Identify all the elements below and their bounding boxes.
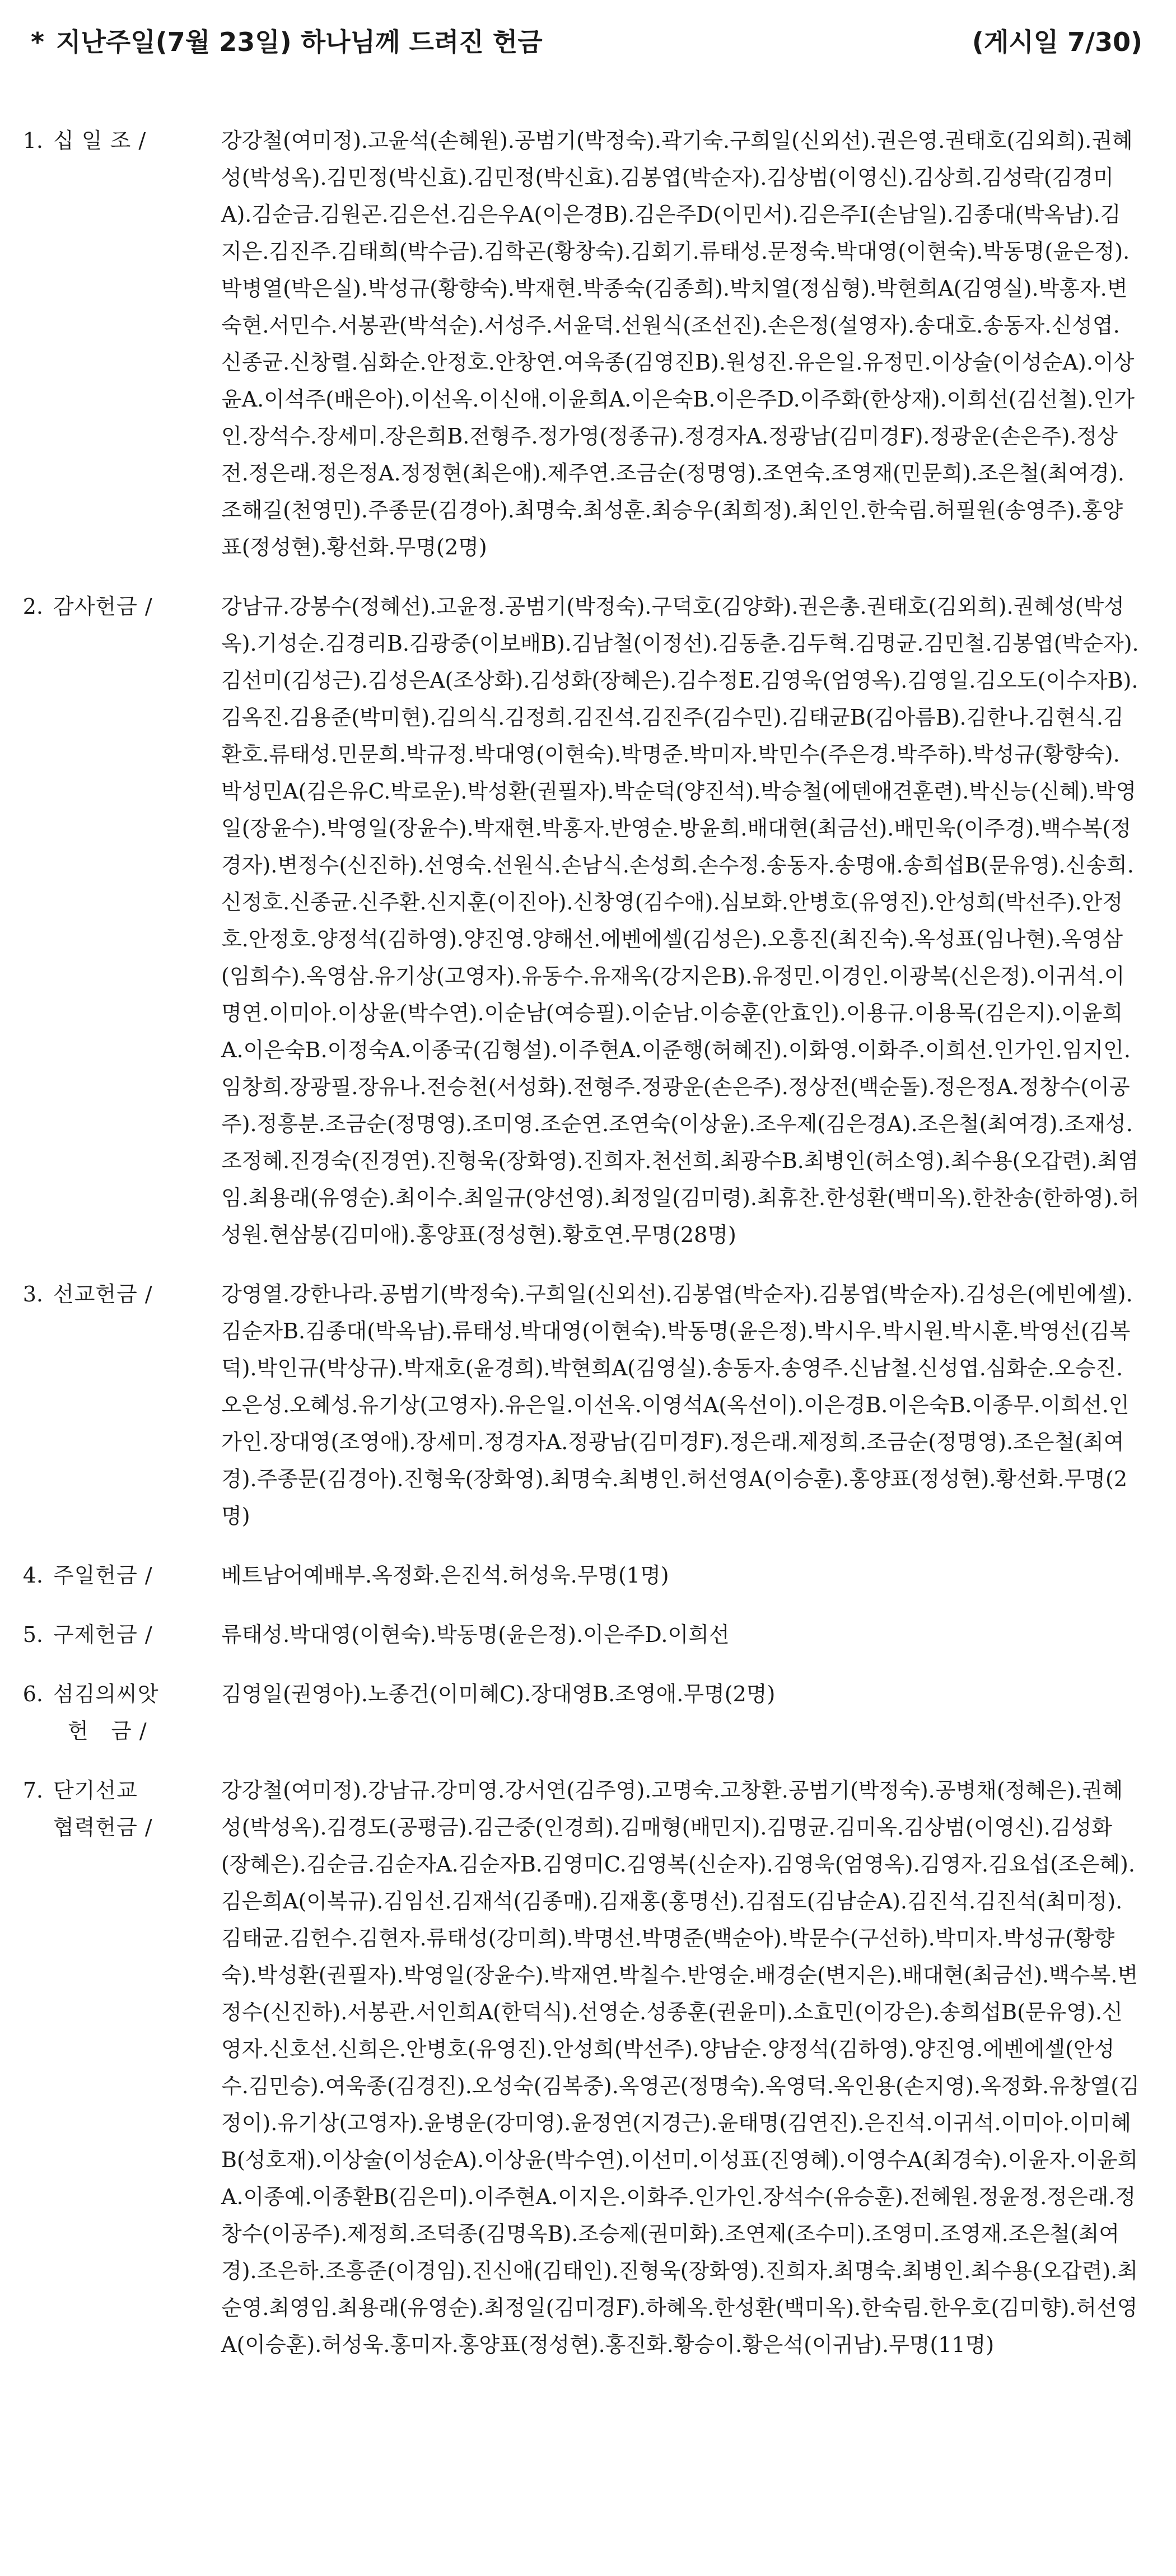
item-label: 주일헌금 / (53, 1563, 153, 1588)
item-label: 구제헌금 / (53, 1622, 153, 1647)
item-number: 3. (22, 1282, 43, 1306)
item-number: 5. (22, 1622, 43, 1647)
item-number: 4. (22, 1563, 43, 1588)
item-number: 1. (22, 128, 43, 153)
item-label: 섬김의씨앗 헌 금 / (53, 1682, 159, 1743)
notice-header (0, 17, 1176, 67)
donor-names: 김영일(권영아).노종건(이미혜C).장대영B.조영애.무명(2명) (221, 1682, 776, 1706)
offering-item-mission (0, 1276, 1176, 1534)
donor-names: 류태성.박대영(이현숙).박동명(윤은정).이은주D.이희선 (221, 1622, 730, 1647)
asterisk-mark: * (31, 27, 45, 57)
item-number: 2. (22, 594, 43, 619)
offering-list (0, 122, 1176, 2386)
posted-date: (게시일 7/30) (972, 27, 1142, 57)
donor-names: 강남규.강봉수(정혜선).고윤정.공범기(박정숙).구덕호(김양화).권은총.권태호(김외희).권혜성(박성옥).기성순.김경리B.김광중(이보배B).김남철(이정선).김동춘.김두혁.김명균.김민철.김봉엽(박순자).김선미(김성근).김성은A(조상화).김성화(장혜은).김수정E.김영욱(엄영옥).김영일.김오도(이수자B).김옥진.김용준(박미현).김의식.김정희.김진석.김진주(김수민).김태균B(김아름B).김한나.김현식.김환호.류태성.민문희.박규정.박대영(이현숙).박명준.박미자.박민수(주은경.박주하).박성규(황향숙).박성민A(김은유C.박로운).박성환(권필자).박순덕(양진석).박승철(에덴애견훈련).박신능(신혜).박영일(장윤수).박영일(장윤수).박재현.박홍자.반영순.방윤희.배대현(최금선).배민욱(이주경).백수복(정경자).변정수(신진하).선영숙.선원식.손남식.손성희.손수정.송동자.송명애.송희섭B(문유영).신송희.신정호.신종균.신주환.신지훈(이진아).신창영(김수애).심보화.안병호(유영진).안성희(박선주).안정호.안정호.양정석(김하영).양진영.양해선.에벤에셀(김성은).오흥진(최진숙).옥성표(임나현).옥영삼(임희수).옥영삼.유기상(고영자).유동수.유재옥(강지은B).유정민.이경인.이광복(신은정).이귀석.이명연.이미아.이상윤(박수연).이순남(여승필).이순남.이승훈(안효인).이용규.이용목(김은지).이윤희A.이은숙B.이정숙A.이종국(김형설).이주현A.이준행(허혜진).이화영.이화주.이희선.인가인.임지인.임창희.장광필.장유나.전승천(서성화).전형주.정광운(손은주).정상전(백순돌).정은정A.정창수(이공주).정흥분.조금순(정명영).조미영.조순연.조연숙(이상윤).조우제(김은경A).조은철(최여경).조재성.조정혜.진경숙(진경연).진형욱(장화영).진희자.천선희.최광수B.최병인(허소영).최수용(오갑련).최염임.최용래(유영순).최이수.최일규(양선영).최정일(김미령).최휴찬.한성환(백미옥).한찬송(한하영).허성원.현삼봉(김미애).홍양표(정성현).황호연.무명(28명) (221, 594, 1140, 1247)
item-label: 십 일 조 / (53, 128, 147, 153)
item-label: 감사헌금 / (53, 594, 153, 619)
offering-item-sunday (0, 1557, 1176, 1594)
item-label: 단기선교 협력헌금 / (53, 1778, 153, 1840)
offering-item-short-term-mission (0, 1772, 1176, 2363)
offering-item-tithe (0, 122, 1176, 566)
donor-names: 강강철(여미정).강남규.강미영.강서연(김주영).고명숙.고창환.공범기(박정숙).공병채(정혜은).권혜성(박성옥).김경도(공평금).김근중(인경희).김매형(배민지).김명균.김미옥.김상범(이영신).김성화(장혜은).김순금.김순자A.김순자B.김영미C.김영복(신순자).김영욱(엄영옥).김영자.김요섭(조은혜).김은희A(이복규).김임선.김재석(김종매).김재홍(홍명선).김점도(김남순A).김진석.김진석(최미정).김태균.김헌수.김현자.류태성(강미희).박명선.박명준(백순아).박문수(구선하).박미자.박성규(황향숙).박성환(권필자).박영일(장윤수).박재연.박칠수.반영순.배경순(변지은).배대현(최금선).백수복.변정수(신진하).서봉관.서인희A(한덕식).선영순.성종훈(권윤미).소효민(이강은).송희섭B(문유영).신영자.신호선.신희은.안병호(유영진).안성희(박선주).양남순.양정석(김하영).양진영.에벤에셀(안성수.김민승).여욱종(김경진).오성숙(김복중).옥영곤(정명숙).옥영덕.옥인용(손지영).옥정화.유창열(김정이).유기상(고영자).윤병운(강미영).윤정연(지경근).윤태명(김연진).은진석.이귀석.이미아.이미혜B(성호재).이상술(이성순A).이상윤(박수연).이선미.이성표(진영혜).이영수A(최경숙).이윤자.이윤희A.이종예.이종환B(김은미).이주현A.이지은.이화주.인가인.장석수(유승훈).전혜원.정윤정.정은래.정창수(이공주).제정희.조덕종(김명옥B).조승제(권미화).조연제(조수미).조영미.조영재.조은철(최여경).조은하.조흥준(이경임).진신애(김태인).진형욱(장화영).진희자.최명숙.최병인.최수용(오갑련).최순영.최영임.최용래(유영순).최정일(김미경F).하혜옥.한성환(백미옥).한숙림.한우호(김미향).허선영A(이승훈).허성욱.홍미자.홍양표(정성현).홍진화.황승이.황은석(이귀남).무명(11명) (221, 1778, 1140, 2357)
donor-names: 강강철(여미정).고윤석(손혜원).공범기(박정숙).곽기숙.구희일(신외선).권은영.권태호(김외희).권혜성(박성옥).김민정(박신효).김민정(박신효).김봉엽(박순자).김상범(이영신).김상희.김성락(김경미A).김순금.김원곤.김은선.김은우A(이은경B).김은주D(이민서).김은주I(손남일).김종대(박옥남).김지은.김진주.김태희(박수금).김학곤(황창숙).김회기.류태성.문정숙.박대영(이현숙).박동명(윤은정).박병열(박은실).박성규(황향숙).박재현.박종숙(김종희).박치열(정심형).박현희A(김영실).박홍자.변숙현.서민수.서봉관(박석순).서성주.서윤덕.선원식(조선진).손은정(설영자).송대호.송동자.신성엽.신종균.신창렬.심화순.안정호.안창연.여욱종(김영진B).원성진.유은일.유정민.이상술(이성순A).이상윤A.이석주(배은아).이선옥.이신애.이윤희A.이은숙B.이은주D.이주화(한상재).이희선(김선철).인가인.장석수.장세미.장은희B.전형주.정가영(정종규).정경자A.정광남(김미경F).정광운(손은주).정상전.정은래.정은정A.정정현(최은애).제주연.조금순(정명영).조연숙.조영재(민문희).조은철(최여경).조해길(천영민).주종문(김경아).최명숙.최성훈.최승우(최희정).최인인.한숙림.허필원(송영주).홍양표(정성현).황선화.무명(2명) (221, 128, 1135, 559)
item-label: 선교헌금 / (53, 1282, 153, 1306)
offering-item-thanksgiving (0, 588, 1176, 1253)
offering-item-seed-of-service (0, 1676, 1176, 1749)
donor-names: 베트남어예배부.옥정화.은진석.허성욱.무명(1명) (221, 1563, 669, 1588)
donor-names: 강영열.강한나라.공범기(박정숙).구희일(신외선).김봉엽(박순자).김봉엽(박순자).김성은(에빈에셀).김순자B.김종대(박옥남).류태성.박대영(이현숙).박동명(윤은정).박시우.박시원.박시훈.박영선(김복덕).박인규(박상규).박재호(윤경희).박현희A(김영실).송동자.송영주.신남철.신성엽.심화순.오승진.오은성.오혜성.유기상(고영자).유은일.이선옥.이영석A(옥선이).이은경B.이은숙B.이종무.이희선.인가인.장대영(조영애).장세미.정경자A.정광남(김미경F).정은래.제정희.조금순(정명영).조은철(최여경).주종문(김경아).진형욱(장화영).최명숙.최병인.허선영A(이승훈).홍양표(정성현).황선화.무명(2명) (221, 1282, 1133, 1528)
item-number: 7. (22, 1778, 43, 1803)
notice-title: 지난주일(7월 23일) 하나님께 드려진 헌금 (56, 27, 543, 57)
offering-item-relief (0, 1616, 1176, 1653)
item-number: 6. (22, 1682, 43, 1706)
